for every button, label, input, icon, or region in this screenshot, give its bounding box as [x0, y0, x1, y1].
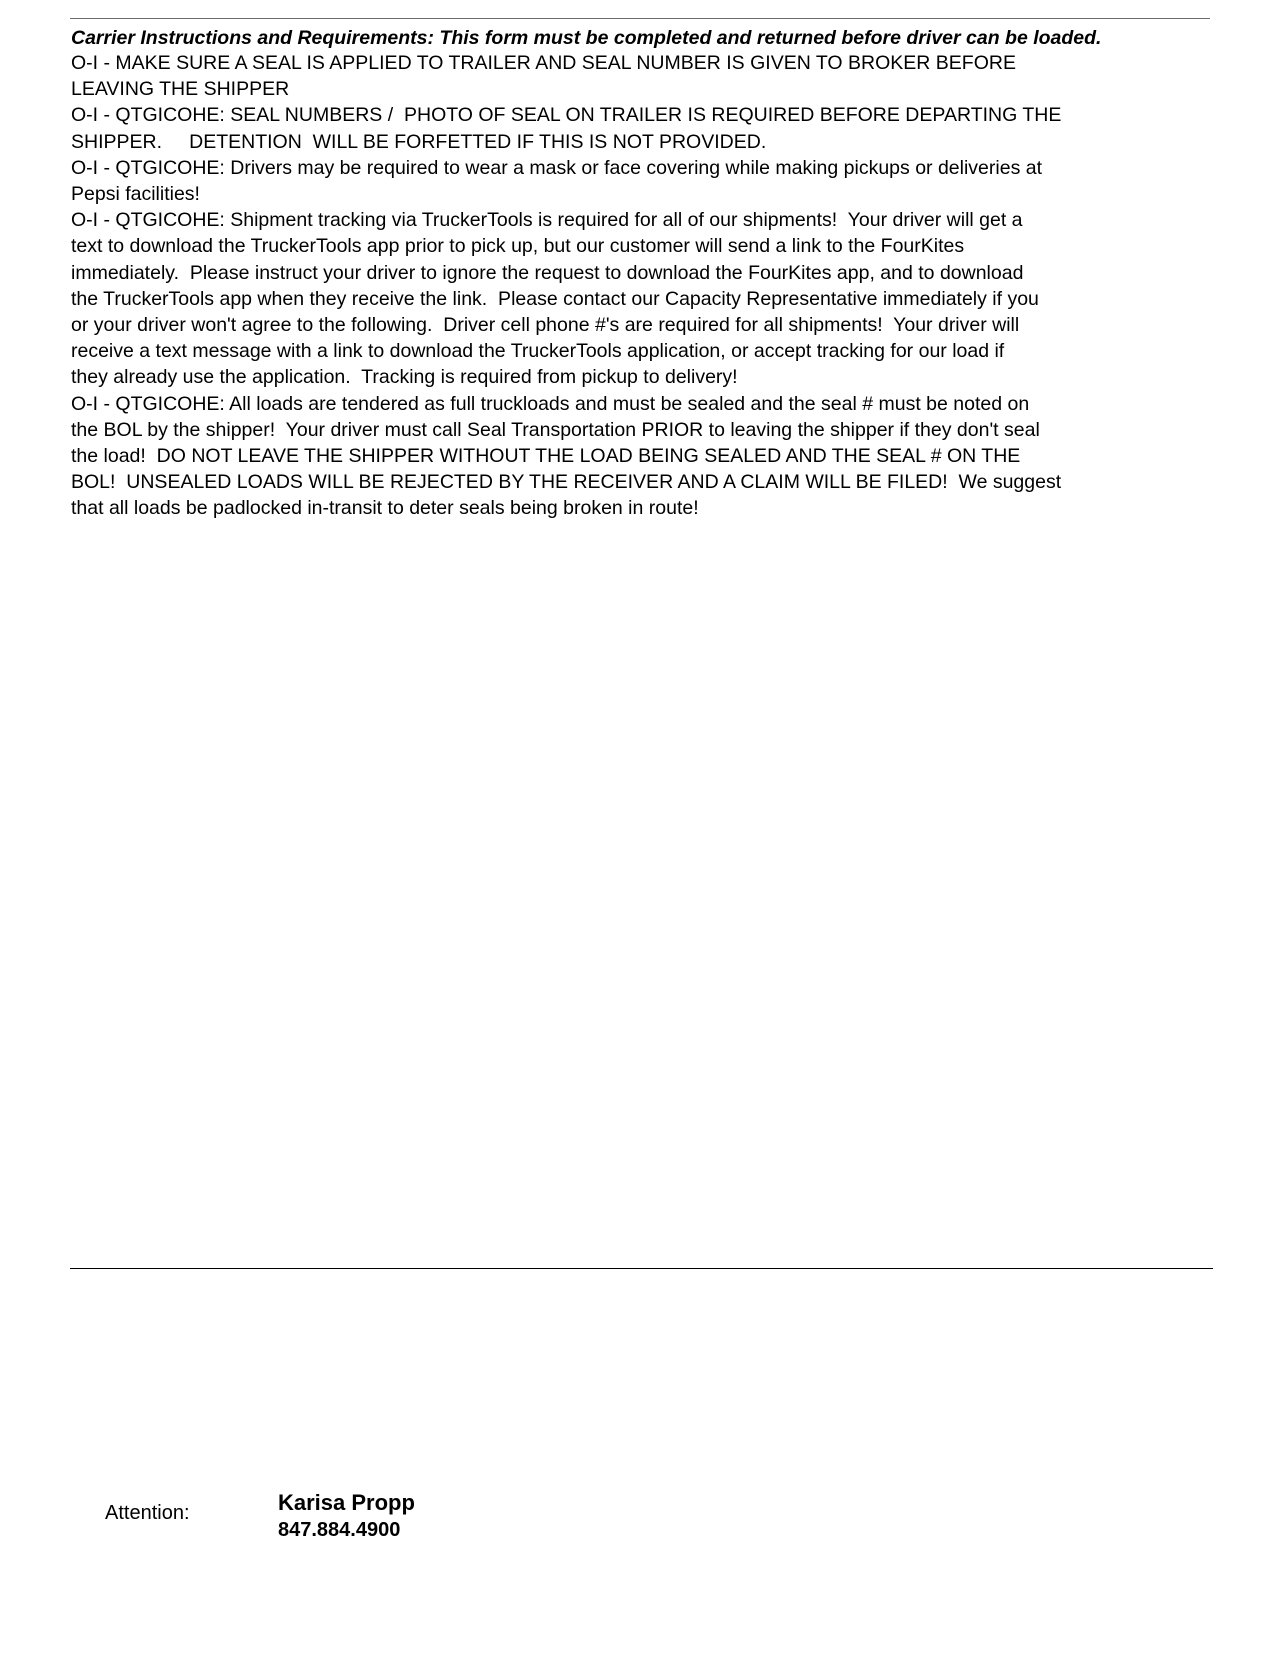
instruction-line: LEAVING THE SHIPPER [71, 78, 290, 101]
instruction-line: text to download the TruckerTools app prior to pick up, but our customer will send a link to the FourKites [71, 235, 965, 258]
instruction-line: the TruckerTools app when they receive the link. Please contact our Capacity Representative immediately if you [71, 287, 1039, 310]
instruction-line: that all loads be padlocked in-transit to deter seals being broken in route! [71, 497, 699, 520]
instruction-line: the load! DO NOT LEAVE THE SHIPPER WITHOUT THE LOAD BEING SEALED AND THE SEAL # ON THE [71, 445, 1021, 468]
instructions-heading: Carrier Instructions and Requirements: This form must be completed and returned before driver can be loaded. [71, 27, 1102, 49]
instruction-line: or your driver won't agree to the following. Driver cell phone #'s are required for all shipments! Your driver will [71, 314, 1020, 337]
top-divider [70, 18, 1210, 19]
instruction-line: BOL! UNSEALED LOADS WILL BE REJECTED BY THE RECEIVER AND A CLAIM WILL BE FILED! We suggest [71, 471, 1062, 494]
instruction-line: O-I - QTGICOHE: Drivers may be required to wear a mask or face covering while making pickups or deliveries at [71, 156, 1043, 179]
instruction-line: O-I - MAKE SURE A SEAL IS APPLIED TO TRAILER AND SEAL NUMBER IS GIVEN TO BROKER BEFORE [71, 52, 1016, 74]
contact-phone: 847.884.4900 [278, 1519, 401, 1541]
instruction-line: O-I - QTGICOHE: Shipment tracking via TruckerTools is required for all of our shipments! Your driver will get a [71, 209, 1023, 232]
instruction-line: O-I - QTGICOHE: All loads are tendered as full truckloads and must be sealed and the seal # must be noted on [71, 392, 1030, 415]
instruction-line: receive a text message with a link to download the TruckerTools application, or accept tracking for our load if [71, 340, 1005, 363]
contact-name: Karisa Propp [278, 1490, 415, 1515]
instruction-line: immediately. Please instruct your driver to ignore the request to download the FourKites app, and to download [71, 261, 1024, 284]
instruction-line: the BOL by the shipper! Your driver must call Seal Transportation PRIOR to leaving the shipper if they don't seal [71, 418, 1040, 441]
attention-label: Attention: [105, 1502, 190, 1524]
section-divider [70, 1268, 1213, 1269]
instruction-line: O-I - QTGICOHE: SEAL NUMBERS / PHOTO OF SEAL ON TRAILER IS REQUIRED BEFORE DEPARTING THE [71, 104, 1062, 127]
instructions-body [71, 50, 1251, 522]
instruction-line: Pepsi facilities! [71, 183, 200, 206]
instruction-line: SHIPPER. DETENTION WILL BE FORFETTED IF THIS IS NOT PROVIDED. [71, 130, 767, 153]
instruction-line: they already use the application. Tracking is required from pickup to delivery! [71, 366, 738, 389]
